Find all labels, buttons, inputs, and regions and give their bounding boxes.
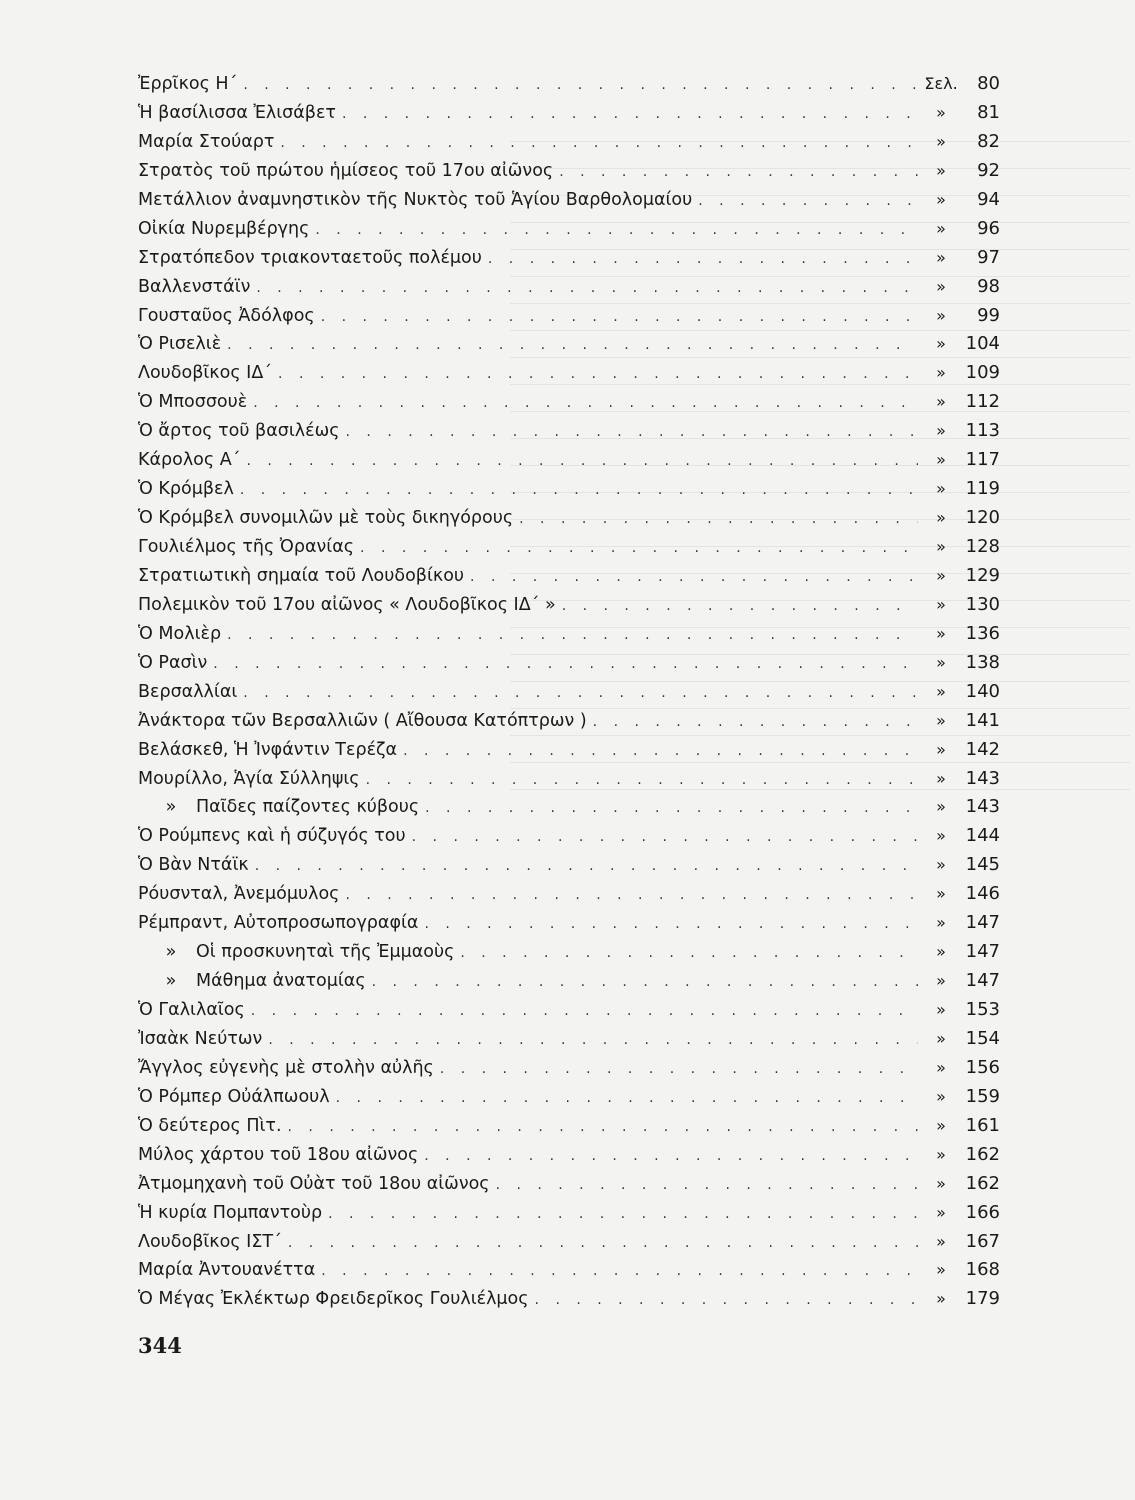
dot-leader: [372, 968, 918, 997]
toc-entry-page: 167: [965, 1230, 1000, 1252]
toc-entry: [138, 996, 1000, 1025]
toc-entry: [138, 678, 1000, 707]
toc-entry: [138, 562, 1000, 591]
dot-leader: [268, 1026, 918, 1055]
toc-entry-page: 80: [977, 73, 1000, 94]
page-marker: »: [936, 160, 946, 180]
toc-entry-title: Ἐρρῖκος Η΄: [138, 74, 238, 94]
dot-leader: [256, 274, 918, 303]
dot-leader: [321, 303, 918, 332]
page-marker: »: [936, 768, 946, 788]
page-marker: »: [936, 1260, 946, 1280]
toc-entry-title: Ὁ Μποσσουὲ: [138, 392, 248, 413]
toc-entry-title: Ὁ Μολιὲρ: [138, 623, 222, 644]
toc-entry: [138, 273, 1000, 302]
toc-entry-title: Ἡ βασίλισσα Ἐλισάβετ: [138, 102, 336, 123]
page-marker: »: [936, 565, 946, 585]
dot-leader: [593, 708, 918, 737]
dot-leader: [336, 1084, 918, 1113]
dot-leader: [460, 939, 918, 968]
toc-entry: [138, 1054, 1000, 1083]
toc-entry-page: 129: [965, 564, 1000, 586]
toc-entry: [138, 330, 1000, 359]
page-marker: »: [936, 1289, 946, 1309]
page-marker: »: [936, 1144, 946, 1164]
page-marker: »: [936, 739, 946, 759]
toc-entry: [138, 1285, 1000, 1314]
toc-entry: [138, 215, 1000, 244]
page-marker: »: [936, 681, 946, 701]
toc-entry: [138, 475, 1000, 504]
toc-entry: [138, 533, 1000, 562]
toc-entry-page: 109: [965, 362, 1000, 384]
toc-entry-title: [138, 793, 419, 822]
dot-leader: [278, 360, 918, 389]
dot-leader: [698, 187, 918, 216]
toc-entry: [138, 765, 1000, 794]
toc-entry-page: 145: [965, 854, 1000, 876]
toc-entry: [138, 620, 1000, 649]
dot-leader: [424, 1142, 918, 1171]
toc-entry-title: Κάρολος Α΄: [138, 450, 241, 471]
toc-entry-title: Μουρίλλο, Ἁγία Σύλληψις: [138, 768, 360, 789]
toc-entry-page: 141: [965, 709, 1000, 731]
page-marker: »: [936, 421, 946, 441]
toc-entry: [138, 417, 1000, 446]
page-marker: »: [936, 797, 946, 817]
toc-entry-title: Γουσταῦος Ἀδόλφος: [138, 305, 315, 326]
toc-entry-page: 161: [965, 1114, 1000, 1136]
dot-leader: [559, 158, 918, 187]
toc-entry-title-text: Παῖδες παίζοντες κύβους: [196, 797, 420, 818]
toc-entry-title: [138, 938, 454, 967]
toc-entry-page: 144: [965, 825, 1000, 847]
page-marker: »: [936, 334, 946, 354]
toc-entry-page: 143: [965, 796, 1000, 818]
dot-leader: [403, 737, 918, 766]
toc-entry: [138, 504, 1000, 533]
page-marker: »: [936, 594, 946, 614]
toc-entry: [138, 1256, 1000, 1285]
page-marker: »: [936, 392, 946, 412]
toc-entry-page: 99: [977, 304, 1000, 326]
toc-entry: [138, 1025, 1000, 1054]
dot-leader: [243, 679, 918, 708]
page-marker: »: [936, 884, 946, 904]
toc-entry: [138, 186, 1000, 215]
ditto-mark: »: [165, 797, 177, 818]
dot-leader: [440, 1055, 918, 1084]
page-marker: »: [936, 1115, 946, 1135]
toc-entry: [138, 1170, 1000, 1199]
toc-entry: [138, 388, 1000, 417]
toc-entry-page: 143: [965, 767, 1000, 789]
toc-entry: [138, 359, 1000, 388]
dot-leader: [412, 823, 918, 852]
dot-leader: [321, 1257, 918, 1286]
toc-entry-title: Ὁ Γαλιλαῖος: [138, 1000, 245, 1020]
page-marker: »: [936, 247, 946, 267]
toc-entry-title: Στρατὸς τοῦ πρώτου ἡμίσεος τοῦ 17ου αἰῶνος: [138, 160, 554, 181]
toc-entry-title: Ὁ Ρισελιὲ: [138, 334, 222, 355]
dot-leader: [288, 1229, 918, 1258]
dot-leader: [342, 100, 918, 129]
toc-entry-title: Βελάσκεθ, Ἡ Ἰνφάντιν Τερέζα: [138, 739, 398, 760]
toc-entry-page: 82: [977, 130, 1000, 152]
toc-entry: [138, 967, 1000, 996]
toc-entry: [138, 851, 1000, 880]
dot-leader: [315, 216, 918, 245]
dot-leader: [360, 534, 918, 563]
toc-entry-page: 179: [965, 1288, 1000, 1310]
toc-entry-title: Ὁ ἄρτος τοῦ βασιλέως: [138, 421, 340, 442]
toc-entry-title: Μαρία Στούαρτ: [138, 131, 275, 152]
toc-entry: [138, 909, 1000, 938]
page-marker: »: [936, 913, 946, 933]
toc-entry-page: 138: [965, 651, 1000, 673]
toc-entry-title: Ὁ Ρασὶν: [138, 652, 208, 673]
page-marker: »: [936, 450, 946, 470]
toc-entry-title: Στρατιωτικὴ σημαία τοῦ Λουδοβίκου: [138, 565, 465, 586]
page-marker: »: [936, 855, 946, 875]
toc-entry: [138, 1112, 1000, 1141]
toc-entry-title: Στρατόπεδον τριακονταετοῦς πολέμου: [138, 247, 482, 268]
toc-entry: [138, 1199, 1000, 1228]
page-marker: »: [936, 276, 946, 296]
page-marker: »: [936, 305, 946, 325]
toc-entry-page: 147: [965, 912, 1000, 934]
page-marker: »: [936, 1173, 946, 1193]
toc-entry-page: 162: [965, 1172, 1000, 1194]
page-marker: »: [936, 1202, 946, 1222]
toc-entry-page: 153: [965, 999, 1000, 1020]
toc-entry-page: 166: [965, 1201, 1000, 1223]
toc-entry-page: 130: [965, 593, 1000, 615]
page-marker: »: [936, 1231, 946, 1251]
dot-leader: [346, 418, 918, 447]
toc-entry-page: 97: [977, 246, 1000, 268]
toc-entry: [138, 880, 1000, 909]
page-marker: »: [936, 652, 946, 672]
toc-entry-title: Ἀνάκτορα τῶν Βερσαλλιῶν ( Αἴθουσα Κατόπτρων ): [138, 710, 587, 731]
dot-leader: [535, 1286, 918, 1315]
toc-entry-page: 140: [965, 680, 1000, 702]
toc-entry-page: 92: [977, 159, 1000, 181]
toc-entry-page: 154: [965, 1027, 1000, 1049]
toc-entry: [138, 707, 1000, 736]
list-of-illustrations: [138, 70, 1000, 1314]
page-marker: »: [936, 710, 946, 730]
toc-entry-title: [138, 967, 366, 996]
toc-entry: [138, 1083, 1000, 1112]
page-marker: »: [936, 1057, 946, 1077]
toc-entry-title: Λουδοβῖκος ΙΔ΄: [138, 363, 273, 384]
page-marker: »: [936, 623, 946, 643]
dot-leader: [227, 621, 918, 650]
toc-entry-title-text: Μάθημα ἀνατομίας: [196, 971, 366, 992]
toc-entry-title: Ὁ δεύτερος Πὶτ.: [138, 1115, 282, 1136]
toc-entry-page: 104: [965, 333, 1000, 355]
toc-entry-page: 96: [977, 217, 1000, 239]
toc-entry-title: Μύλος χάρτου τοῦ 18ου αἰῶνος: [138, 1144, 419, 1165]
toc-entry-page: 98: [977, 275, 1000, 297]
toc-entry-title: Οἰκία Νυρεμβέργης: [138, 218, 310, 239]
toc-entry-title: Ὁ Ρόμπερ Οὐάλπωουλ: [138, 1086, 330, 1107]
dot-leader: [496, 1171, 918, 1200]
page-marker: »: [936, 479, 946, 499]
page-marker: »: [936, 102, 946, 122]
page-marker: »: [936, 218, 946, 238]
dot-leader: [328, 1200, 918, 1229]
toc-entry-page: 94: [977, 188, 1000, 210]
dot-leader: [243, 71, 918, 100]
toc-entry: [138, 591, 1000, 620]
toc-entry-title-text: Οἱ προσκυνηταὶ τῆς Ἐμμαοὺς: [196, 942, 455, 963]
page-marker: »: [936, 131, 946, 151]
toc-entry-page: 168: [965, 1259, 1000, 1281]
page-marker: »: [936, 971, 946, 991]
toc-entry-page: 113: [965, 420, 1000, 442]
page-marker: »: [936, 537, 946, 556]
toc-entry-title: Ὁ Μέγας Ἐκλέκτωρ Φρειδερῖκος Γουλιέλμος: [138, 1289, 529, 1310]
page-marker: »: [936, 189, 946, 209]
page-marker: »: [936, 1000, 946, 1019]
toc-entry-page: 136: [965, 622, 1000, 644]
dot-leader: [288, 1113, 918, 1142]
toc-entry-title: Λουδοβῖκος ΙΣΤ΄: [138, 1231, 282, 1252]
page-marker: »: [936, 508, 946, 528]
dot-leader: [251, 997, 918, 1026]
dot-leader: [246, 447, 918, 476]
toc-entry-page: 142: [965, 738, 1000, 760]
toc-entry: [138, 157, 1000, 186]
toc-entry-title: Ρόυσνταλ, Ἀνεμόμυλος: [138, 884, 340, 905]
toc-entry: [138, 938, 1000, 967]
dot-leader: [213, 650, 918, 679]
toc-entry-page: 112: [965, 391, 1000, 413]
toc-entry-page: 159: [965, 1085, 1000, 1107]
toc-entry-title: Πολεμικὸν τοῦ 17ου αἰῶνος « Λουδοβῖκος ΙΔ΄ »: [138, 594, 556, 615]
toc-entry: [138, 1228, 1000, 1257]
toc-entry-title: Ἰσαὰκ Νεύτων: [138, 1028, 263, 1049]
toc-entry-page: 81: [977, 101, 1000, 123]
page-number: 344: [138, 1333, 182, 1358]
toc-entry-page: 117: [965, 449, 1000, 471]
toc-entry-title: Γουλιέλμος τῆς Ὀρανίας: [138, 537, 355, 557]
page-marker: »: [936, 826, 946, 846]
dot-leader: [366, 766, 918, 795]
toc-entry-page: 147: [965, 941, 1000, 963]
toc-entry: [138, 822, 1000, 851]
toc-entry-title: Ἀτμομηχανὴ τοῦ Οὐὰτ τοῦ 18ου αἰῶνος: [138, 1173, 490, 1194]
toc-entry: [138, 70, 1000, 99]
toc-entry-page: 128: [965, 536, 1000, 557]
dot-leader: [562, 592, 918, 621]
dot-leader: [240, 476, 918, 505]
toc-entry-page: 147: [965, 970, 1000, 992]
toc-entry-page: 146: [965, 883, 1000, 905]
toc-entry-page: 120: [965, 507, 1000, 529]
dot-leader: [425, 794, 918, 823]
dot-leader: [280, 129, 918, 158]
toc-entry-title: Βαλλενστάϊν: [138, 276, 251, 297]
toc-entry-title: Μαρία Ἀντουανέττα: [138, 1260, 316, 1281]
toc-entry-title: Μετάλλιον ἀναμνηστικὸν τῆς Νυκτὸς τοῦ Ἁγίου Βαρθολομαίου: [138, 189, 693, 210]
ditto-mark: »: [165, 942, 177, 963]
toc-entry-title: Ὁ Βὰν Ντάϊκ: [138, 855, 249, 876]
dot-leader: [253, 389, 918, 418]
dot-leader: [345, 881, 918, 910]
ditto-mark: »: [165, 971, 177, 992]
toc-entry-title: Ρέμπραντ, Αὐτοπροσωπογραφία: [138, 913, 419, 934]
dot-leader: [227, 331, 918, 360]
toc-entry-title: Ὁ Κρόμβελ: [138, 479, 234, 500]
page-marker: »: [936, 942, 946, 962]
dot-leader: [424, 910, 918, 939]
toc-entry: [138, 302, 1000, 331]
toc-entry-page: 119: [965, 478, 1000, 500]
dot-leader: [255, 852, 918, 881]
toc-entry-title: Ἄγγλος εὐγενὴς μὲ στολὴν αὐλῆς: [138, 1057, 434, 1078]
toc-entry: [138, 793, 1000, 822]
toc-entry-title: Ὁ Κρόμβελ συνομιλῶν μὲ τοὺς δικηγόρους: [138, 508, 514, 529]
page-marker: Σελ.: [924, 74, 958, 93]
toc-entry: [138, 649, 1000, 678]
toc-entry-title: Ὁ Ρούμπενς καὶ ἡ σύζυγός του: [138, 826, 406, 847]
dot-leader: [488, 245, 918, 274]
page-marker: »: [936, 1028, 946, 1048]
toc-entry: [138, 244, 1000, 273]
dot-leader: [470, 563, 918, 592]
toc-entry: [138, 1141, 1000, 1170]
toc-entry-page: 156: [965, 1056, 1000, 1078]
toc-entry: [138, 446, 1000, 475]
dot-leader: [519, 505, 918, 534]
toc-entry-title: Ἡ κυρία Πομπαντοὺρ: [138, 1202, 323, 1223]
page-marker: »: [936, 363, 946, 383]
toc-entry: [138, 99, 1000, 128]
toc-entry: [138, 736, 1000, 765]
toc-entry: [138, 128, 1000, 157]
page-marker: »: [936, 1086, 946, 1106]
toc-entry-page: 162: [965, 1143, 1000, 1165]
toc-entry-title: Βερσαλλίαι: [138, 681, 238, 702]
